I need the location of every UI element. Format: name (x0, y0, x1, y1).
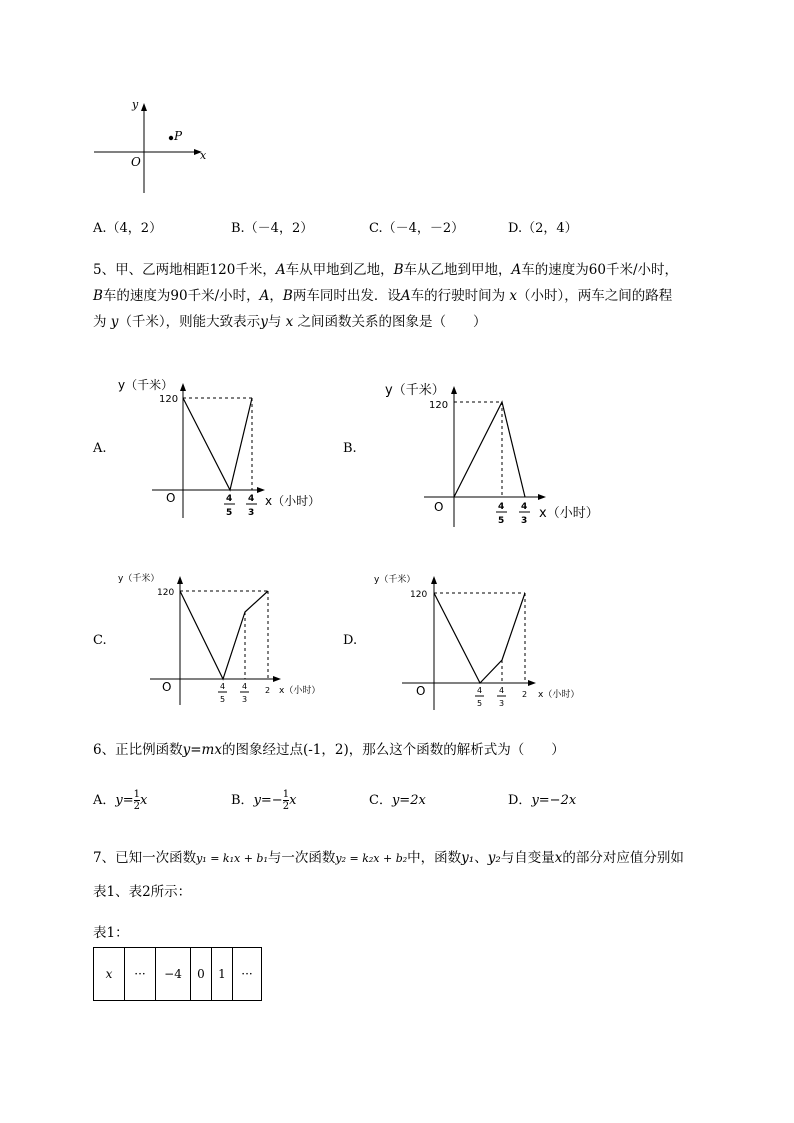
table-cell: 1 (212, 948, 233, 1001)
graph-b-origin: O (434, 500, 444, 514)
graph-c-t2-num: 4 (242, 682, 248, 691)
graph-d-t3: 2 (522, 690, 528, 699)
q7-line-2: 表1、表2所示： (93, 884, 192, 900)
graph-b-t1-den: 5 (498, 516, 505, 526)
table-cell: ··· (125, 948, 156, 1001)
q4-option-d: D.（2，4） (508, 221, 578, 236)
q4-option-b: B.（－4，2） (231, 221, 314, 236)
graph-d-y-arrow (431, 576, 437, 584)
graph-b-option: B. (343, 441, 357, 456)
q4-y-label: y (132, 98, 139, 111)
graph-a-series-line (183, 398, 252, 490)
graph-c-t1-den: 5 (220, 695, 226, 704)
graph-d-series-line (434, 593, 525, 683)
q6-option-b-fraction: $\frac{1}{2}$ (282, 789, 290, 812)
graph-b-y-arrow (451, 386, 457, 394)
graph-d-y-label: y（千米） (374, 575, 416, 585)
graph-c-origin: O (162, 680, 172, 694)
graph-a-t1-den: 5 (226, 508, 233, 518)
graph-d (372, 570, 622, 715)
q7-table-caption: 表1： (93, 925, 129, 941)
graph-d-x-label: x（小时） (538, 690, 580, 700)
graph-d-t1-num: 4 (477, 686, 483, 695)
q6-option-a-fraction: $\frac{1}{2}$ (133, 789, 141, 812)
graph-a-t1-num: 4 (226, 494, 233, 504)
q6-stem: 6、正比例函数y=mx的图象经过点(-1，2)，那么这个函数的解析式为（ ） (93, 742, 565, 758)
q6-option-d: D．y=−2x (508, 793, 577, 808)
q4-option-c: C.（－4，－2） (369, 221, 465, 236)
q4-origin-label: O (131, 155, 141, 169)
q4-option-a: A.（4，2） (93, 221, 163, 236)
graph-d-t2-den: 3 (499, 699, 505, 708)
graph-d-t2-num: 4 (499, 686, 505, 695)
graph-b-t1-num: 4 (498, 502, 505, 512)
q5-line-1: 5、甲、乙两地相距120千米，A车从甲地到乙地，B车从乙地到甲地，A车的速度为60千米/小时， (93, 262, 679, 278)
graph-a (115, 372, 330, 532)
graph-d-origin: O (416, 684, 426, 698)
graph-a-y-label: y（千米） (118, 378, 174, 392)
graph-c-series-line (180, 591, 268, 679)
graph-b-x-label: x（小时） (539, 506, 599, 521)
graph-c-y-tick: 120 (157, 588, 175, 598)
q6-option-b: B．y=− $\frac{1}{2}$ x (231, 789, 297, 812)
q5-line-3: 为 y（千米），则能大致表示y与 x 之间函数关系的图象是（ ） (93, 314, 487, 330)
q7-line-1: 7、已知一次函数y₁ = k₁x + b₁与一次函数y₂ = k₂x + b₂中，函数y₁、y₂与自变量x的部分对应值分别如 (93, 850, 684, 866)
q4-point-p (169, 136, 173, 140)
graph-a-y-arrow (180, 383, 186, 391)
graph-c-t2-den: 3 (242, 695, 248, 704)
graph-a-t2-den: 3 (248, 508, 255, 518)
graph-c-option: C. (93, 633, 107, 648)
graph-b-y-tick: 120 (429, 400, 449, 411)
graph-b (382, 372, 612, 537)
table-row (94, 948, 262, 1001)
graph-d-option: D. (343, 633, 358, 648)
q4-point-label: P (174, 129, 183, 143)
graph-c-y-label: y（千米） (118, 574, 160, 584)
graph-d-x-arrow (528, 680, 536, 686)
graph-c-t3: 2 (265, 686, 271, 695)
table-cell: x (94, 948, 125, 1001)
graph-b-x-arrow (538, 494, 546, 500)
graph-b-t2-num: 4 (521, 502, 528, 512)
q4-x-label: x (200, 149, 207, 162)
table-cell: ··· (233, 948, 262, 1001)
graph-b-t2-den: 3 (521, 516, 528, 526)
graph-a-t2-num: 4 (248, 494, 255, 504)
q6-option-a: A．y= $\frac{1}{2}$ x (93, 789, 148, 812)
graph-d-y-tick: 120 (410, 590, 428, 600)
graph-a-option: A. (93, 441, 107, 456)
graph-a-x-label: x（小时） (265, 494, 321, 508)
q6-option-c: C．y=2x (369, 793, 426, 808)
graph-c-x-arrow (273, 676, 281, 682)
q5-line-2: B车的速度为90千米/小时，A，B两车同时出发．设A车的行驶时间为 x（小时），两车之间的路程 (93, 288, 673, 304)
q4-y-arrow (141, 103, 147, 111)
graph-a-x-arrow (257, 487, 265, 493)
graph-b-series-line (454, 402, 525, 497)
graph-a-y-tick: 120 (159, 394, 179, 405)
table-cell: 0 (191, 948, 212, 1001)
graph-c-t1-num: 4 (220, 682, 226, 691)
graph-b-y-label: y（千米） (385, 383, 445, 398)
q7-table-1 (93, 947, 262, 1001)
graph-a-origin: O (166, 491, 176, 505)
graph-c-x-label: x（小时） (279, 686, 321, 696)
graph-d-t1-den: 5 (477, 699, 483, 708)
graph-c (115, 570, 358, 710)
graph-c-y-arrow (177, 576, 183, 584)
table-cell: −4 (156, 948, 191, 1001)
